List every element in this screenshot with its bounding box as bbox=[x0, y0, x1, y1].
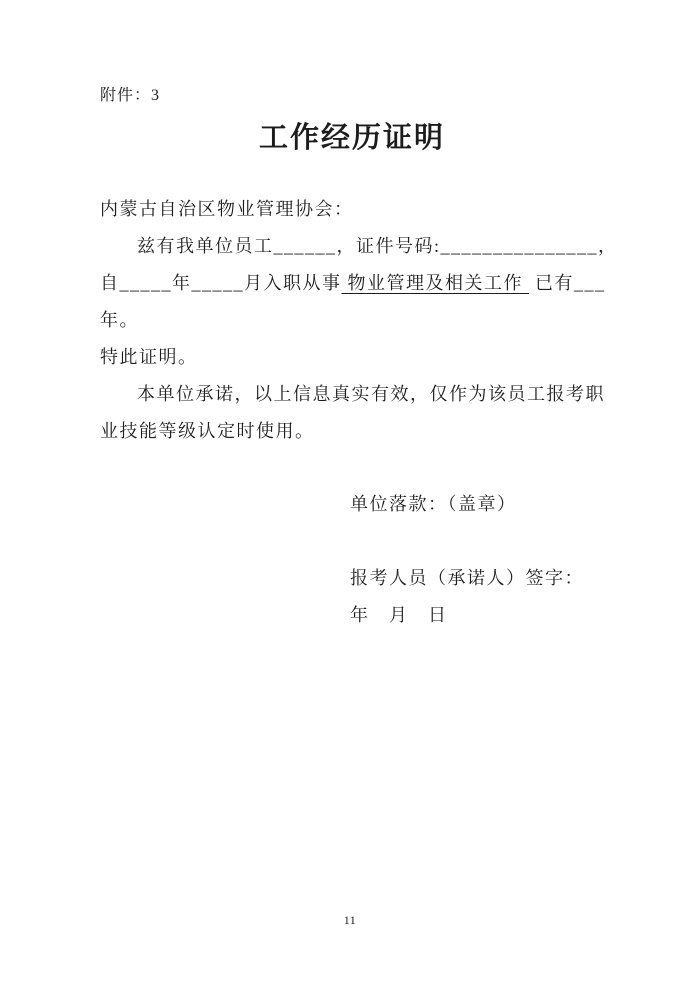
spacer-line bbox=[350, 523, 604, 560]
employee-info-text: 兹有我单位员工______，证件号码:_______________， bbox=[137, 236, 618, 256]
years-held-text: 已有___ bbox=[529, 273, 606, 293]
unit-seal-line: 单位落款：（盖章） bbox=[350, 494, 517, 514]
job-type-filled-text: 物业管理及相关工作 bbox=[341, 273, 529, 293]
document-title: 工作经历证明 bbox=[258, 122, 445, 154]
salutation-line: 内蒙古自治区物业管理协会： bbox=[100, 199, 354, 219]
applicant-signature-line: 报考人员（承诺人）签字： bbox=[350, 568, 584, 588]
employment-start-line bbox=[100, 265, 604, 302]
page-number: 11 bbox=[343, 913, 357, 927]
signature-block bbox=[350, 486, 604, 634]
date-line: 年 月 日 bbox=[350, 605, 448, 625]
commitment-line-1: 本单位承诺，以上信息真实有效，仅作为该员工报考职 bbox=[137, 384, 605, 404]
commitment-line-2: 业技能等级认定时使用。 bbox=[100, 421, 315, 441]
hereby-certify-line: 特此证明。 bbox=[100, 347, 198, 367]
years-unit-line: 年。 bbox=[100, 310, 139, 330]
document-body bbox=[100, 191, 618, 450]
employee-info-line bbox=[100, 228, 618, 265]
attachment-label: 附件：3 bbox=[100, 87, 161, 104]
employment-start-text: 自_____年_____月入职从事 bbox=[100, 273, 342, 293]
